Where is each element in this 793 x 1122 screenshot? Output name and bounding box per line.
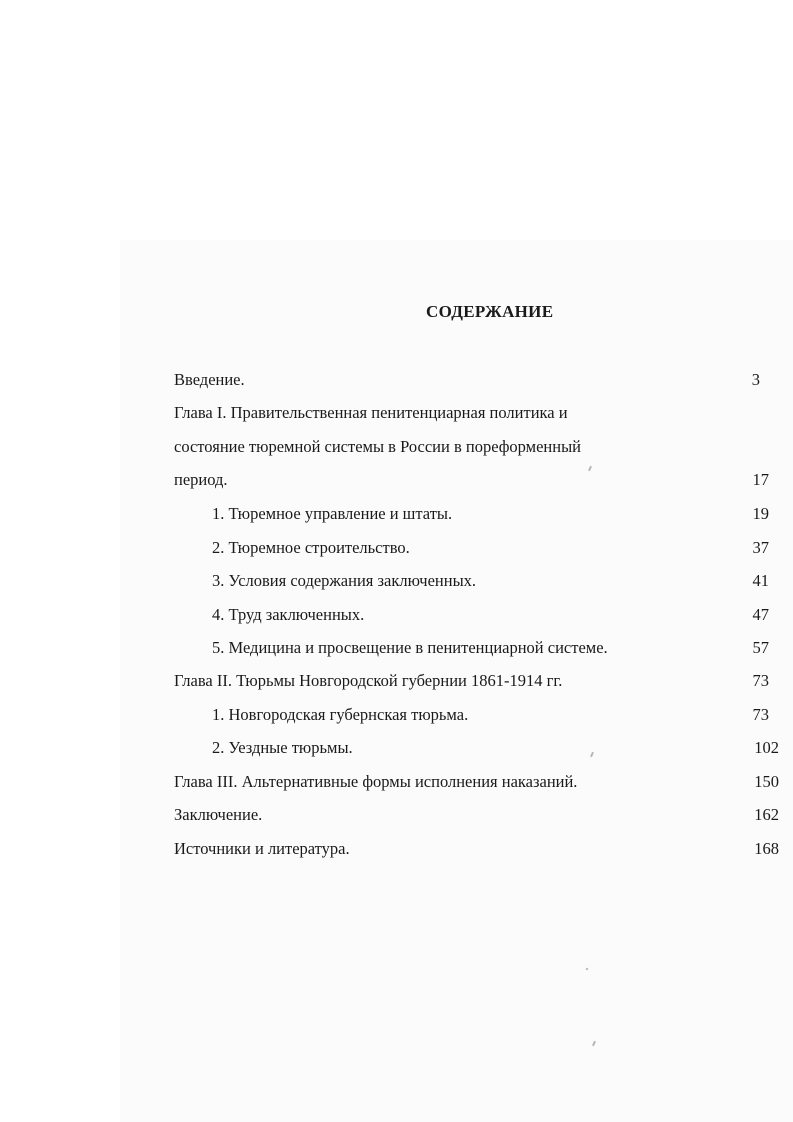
toc-page-number: 3	[751, 370, 760, 389]
toc-entry-section-2-2: 2. Уездные тюрьмы.	[212, 738, 353, 757]
toc-page-number: 47	[752, 605, 769, 624]
toc-page-number: 102	[754, 738, 779, 757]
toc-entry-chapter-2: Глава II. Тюрьмы Новгородской губернии 1861-1914 гг.	[174, 671, 563, 690]
toc-entry-chapter-1-line-2: состояние тюремной системы в России в пореформенный	[174, 437, 582, 456]
toc-entry-conclusion: Заключение.	[174, 805, 263, 824]
toc-page-number: 73	[752, 705, 769, 724]
toc-page-number: 73	[752, 671, 769, 690]
toc-page-number: 150	[754, 772, 779, 791]
toc-page-number: 162	[754, 805, 779, 824]
toc-page-number: 41	[752, 571, 769, 590]
toc-page-number: 37	[752, 538, 769, 557]
toc-entry-section-1-4: 4. Труд заключенных.	[212, 605, 365, 624]
toc-entry-chapter-3: Глава III. Альтернативные формы исполнения наказаний.	[174, 772, 578, 791]
toc-page-number: 57	[752, 638, 769, 657]
toc-entry-section-1-2: 2. Тюремное строительство.	[212, 538, 410, 557]
toc-entry-section-1-1: 1. Тюремное управление и штаты.	[212, 504, 453, 523]
toc-page-number: 19	[752, 504, 769, 523]
toc-entry-sources: Источники и литература.	[174, 839, 350, 858]
toc-entry-section-1-5: 5. Медицина и просвещение в пенитенциарной системе.	[212, 638, 608, 657]
toc-entry-section-1-3: 3. Условия содержания заключенных.	[212, 571, 477, 590]
toc-page-number: 17	[752, 470, 769, 489]
toc-entry-section-2-1: 1. Новгородская губернская тюрьма.	[212, 705, 469, 724]
toc-page-number: 168	[754, 839, 779, 858]
toc-entry-chapter-1-line-3: период.	[174, 470, 228, 489]
page-title: СОДЕРЖАНИЕ	[426, 302, 554, 321]
toc-entry-chapter-1-line-1: Глава I. Правительственная пенитенциарная политика и	[174, 403, 568, 422]
toc-entry-introduction: Введение.	[174, 370, 245, 389]
